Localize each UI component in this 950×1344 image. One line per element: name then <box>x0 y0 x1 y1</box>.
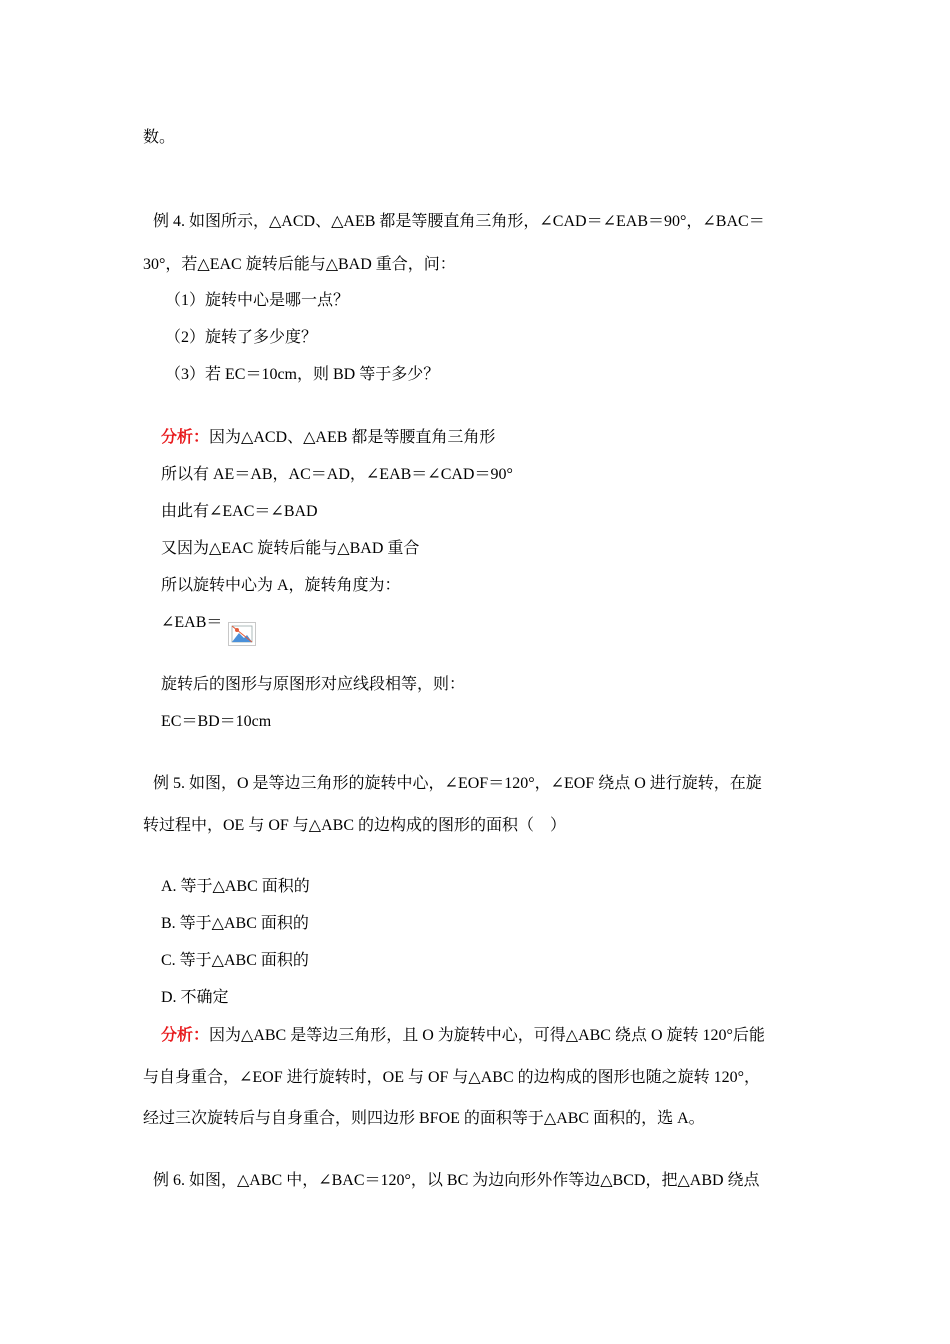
analysis-2-line-1 <box>161 1026 765 1046</box>
analysis-2-line-3: 经过三次旋转后与自身重合，则四边形 BFOE 的面积等于△ABC 面积的，选 A。 <box>143 1110 705 1127</box>
analysis-text: 因为△ACD、△AEB 都是等腰直角三角形 <box>209 429 496 446</box>
example-5-line-1: 例 5. 如图，O 是等边三角形的旋转中心，∠EOF＝120°，∠EOF 绕点 O 进行旋转，在旋 <box>153 775 762 792</box>
analysis-line-8: EC＝BD＝10cm <box>161 713 272 730</box>
analysis-label: 分析： <box>161 1027 210 1044</box>
analysis-line-2: 所以有 AE＝AB，AC＝AD，∠EAB＝∠CAD＝90° <box>161 466 513 483</box>
text-line: 数。 <box>143 129 176 146</box>
analysis-2-line-2: 与自身重合，∠EOF 进行旋转时，OE 与 OF 与△ABC 的边构成的图形也随之旋转 120°， <box>143 1069 761 1086</box>
broken-image-icon <box>228 622 256 646</box>
analysis-line-6: ∠EAB＝ <box>161 614 223 631</box>
example-6-line-1: 例 6. 如图，△ABC 中，∠BAC＝120°，以 BC 为边向形外作等边△BCD，把△ABD 绕点 <box>153 1172 760 1189</box>
analysis-label: 分析： <box>161 429 210 446</box>
question-2: （2）旋转了多少度？ <box>165 329 318 346</box>
analysis-line-5: 所以旋转中心为 A，旋转角度为： <box>161 577 401 594</box>
analysis-text: 因为△ABC 是等边三角形，且 O 为旋转中心，可得△ABC 绕点 O 旋转 120°后能 <box>209 1027 765 1044</box>
example-4-line-1: 例 4. 如图所示，△ACD、△AEB 都是等腰直角三角形，∠CAD＝∠EAB＝90°，∠BAC＝ <box>153 213 765 230</box>
example-5-line-2: 转过程中，OE 与 OF 与△ABC 的边构成的图形的面积（ ） <box>143 817 566 834</box>
analysis-line-4: 又因为△EAC 旋转后能与△BAD 重合 <box>161 540 420 557</box>
option-d: D. 不确定 <box>161 989 229 1006</box>
option-c: C. 等于△ABC 面积的 <box>161 952 309 969</box>
analysis-line-1 <box>161 428 495 448</box>
option-a: A. 等于△ABC 面积的 <box>161 878 310 895</box>
question-1: （1）旋转中心是哪一点？ <box>165 292 350 309</box>
question-3: （3）若 EC＝10cm，则 BD 等于多少？ <box>165 366 440 383</box>
analysis-line-7: 旋转后的图形与原图形对应线段相等，则： <box>161 676 466 693</box>
analysis-line-3: 由此有∠EAC＝∠BAD <box>161 503 318 520</box>
example-4-line-2: 30°，若△EAC 旋转后能与△BAD 重合，问： <box>143 256 456 273</box>
option-b: B. 等于△ABC 面积的 <box>161 915 309 932</box>
